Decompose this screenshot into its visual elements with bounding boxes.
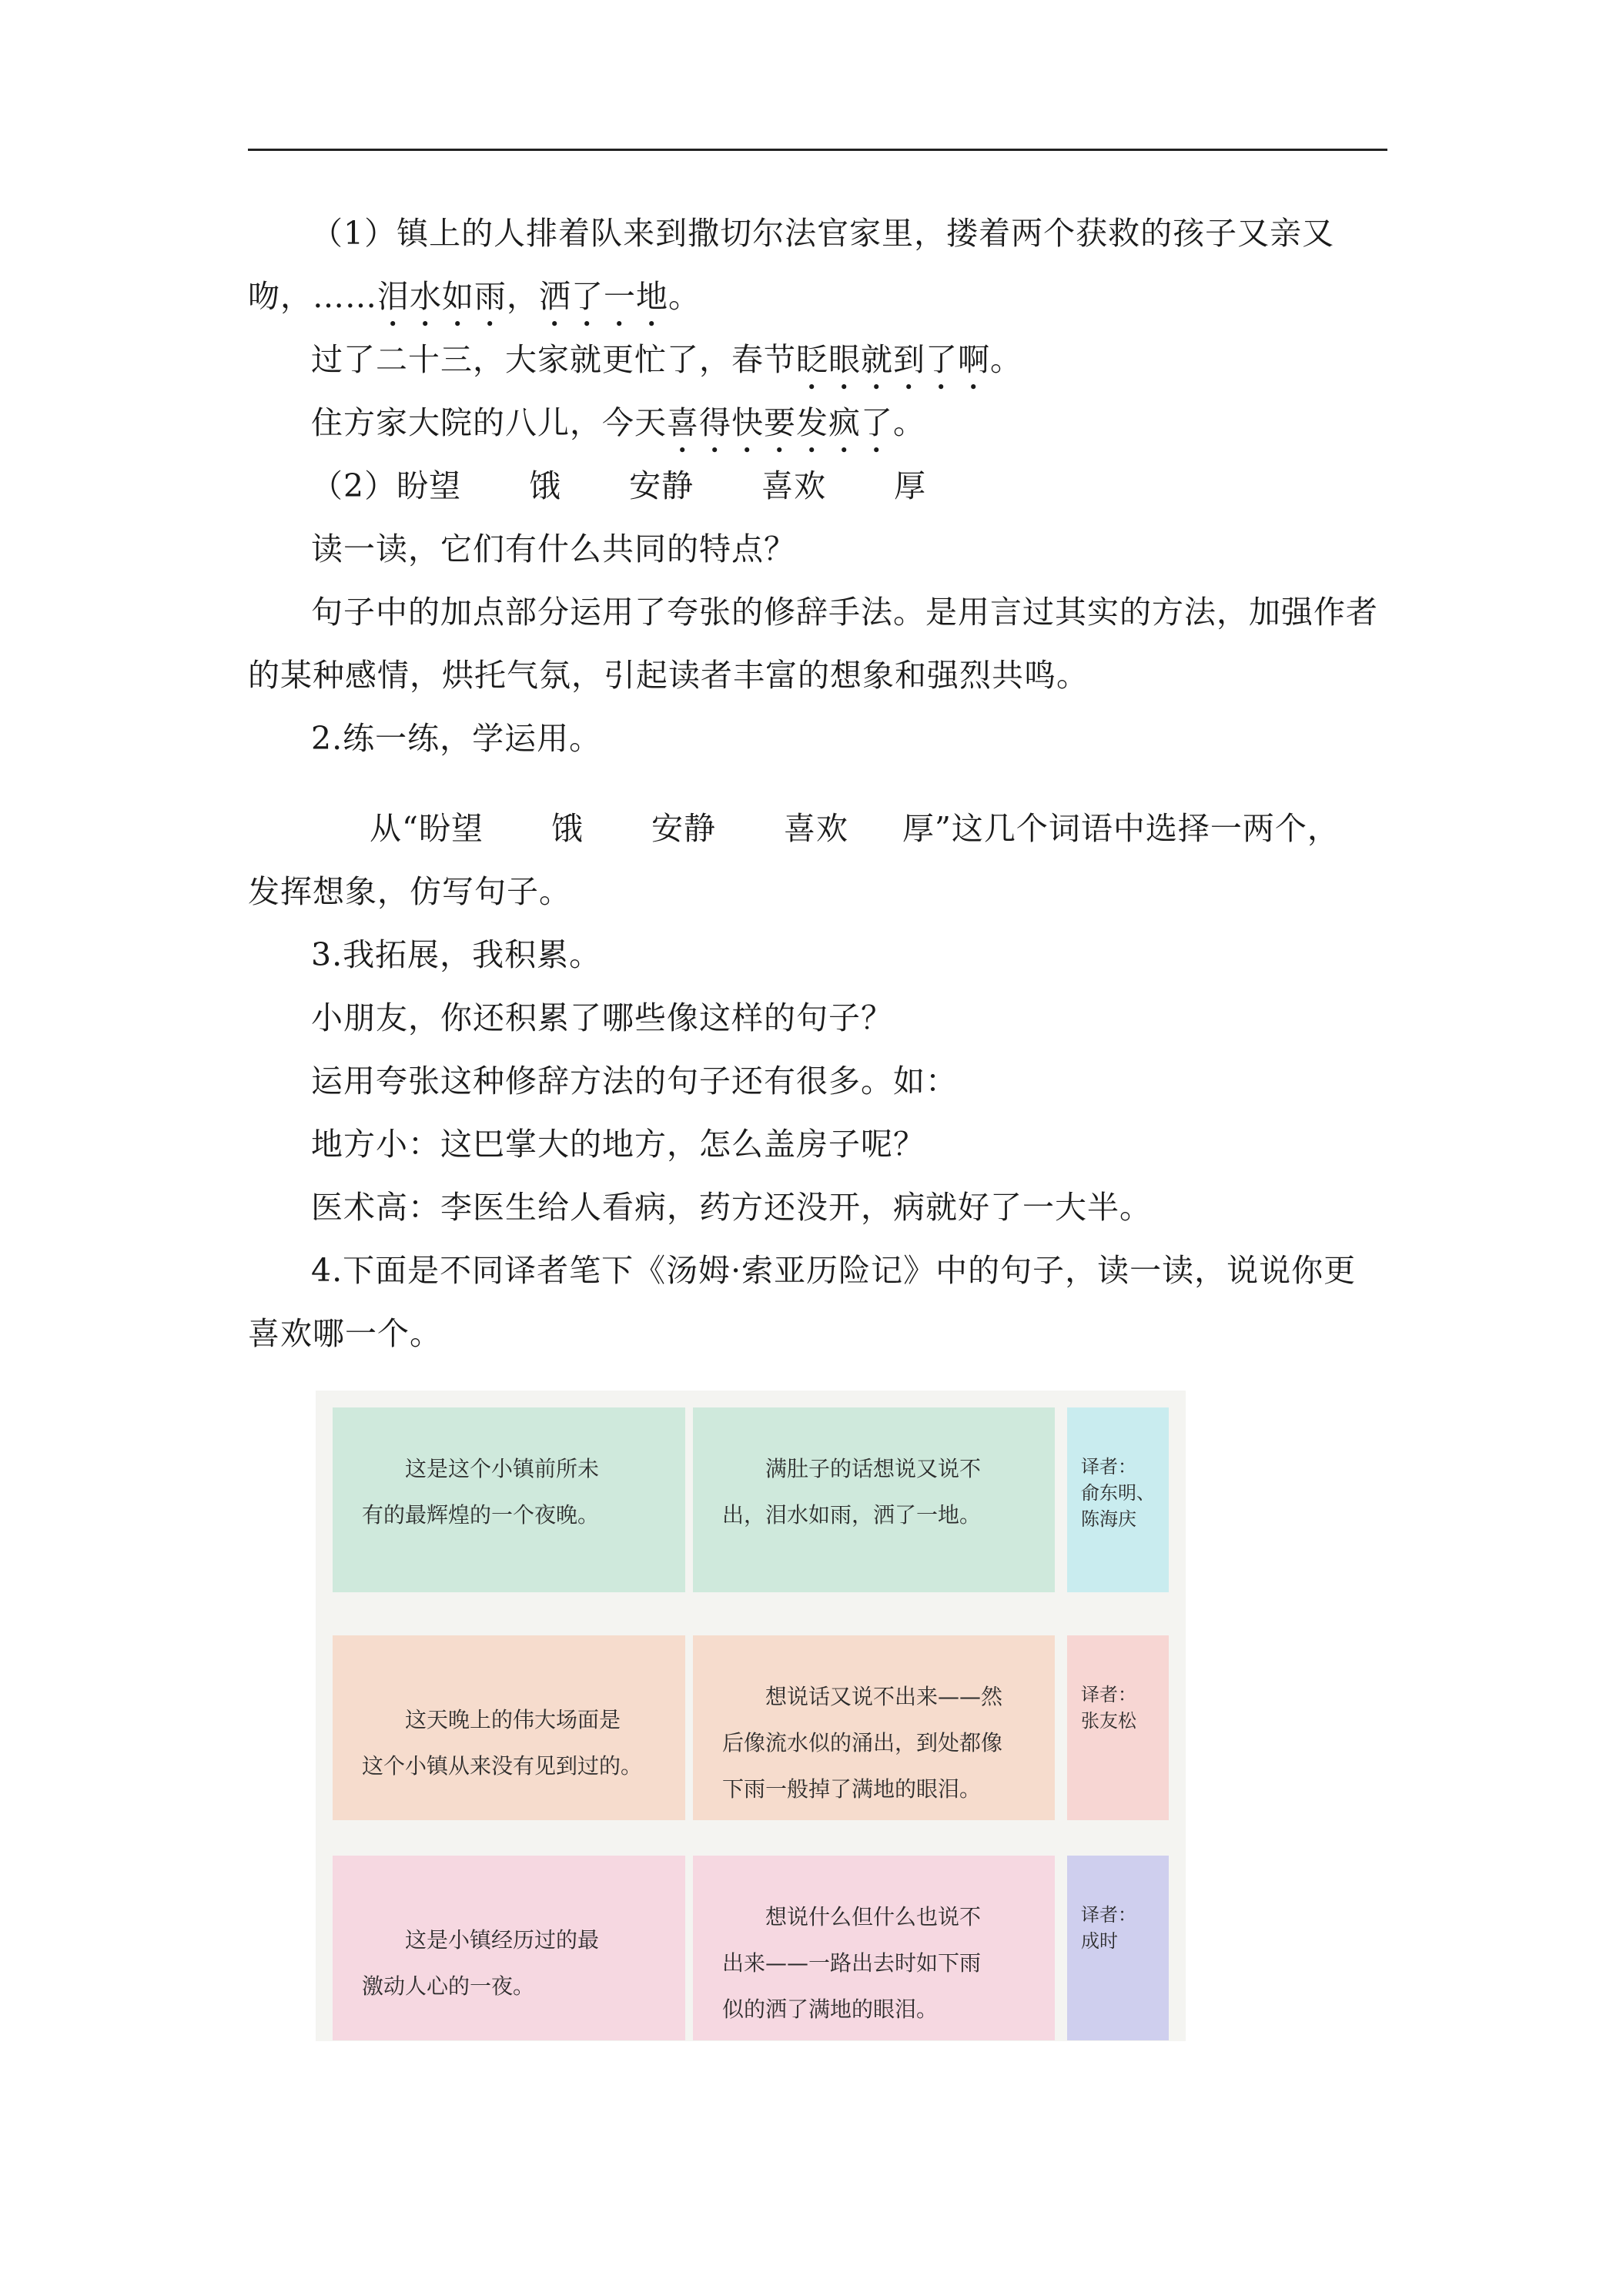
- translator-label: 译者： 成时: [1067, 1856, 1169, 2040]
- paragraph-4: [311, 454, 1451, 517]
- word: 饿: [550, 810, 584, 847]
- translation-card-left: 这天晚上的伟大场面是 这个小镇从来没有见到过的。: [333, 1635, 685, 1820]
- word: 饿: [529, 467, 562, 504]
- word: 安静: [651, 810, 716, 847]
- translation-comparison-figure: [316, 1391, 1186, 2041]
- paragraph-1b: [248, 265, 1387, 333]
- word: 盼望: [397, 467, 462, 504]
- text: 从“盼望: [370, 810, 484, 847]
- translation-card-right: 想说话又说不出来——然 后像流水似的涌出，到处都像 下雨一般掉了满地的眼泪。: [693, 1635, 1055, 1820]
- paragraph-14a: 4.下面是不同译者笔下《汤姆·索亚历险记》中的句子，读一读，说说你更: [311, 1252, 1357, 1289]
- word: 喜欢: [783, 810, 848, 847]
- paragraph-2: [248, 328, 1387, 397]
- translation-card-right: 满肚子的话想说又说不 出，泪水如雨，洒了一地。: [693, 1407, 1055, 1592]
- figure-row-1: [316, 1407, 1186, 1592]
- paragraph-6a: 句子中的加点部分运用了夸张的修辞手法。是用言过其实的方法，加强作者: [311, 594, 1378, 631]
- text: 厚”这几个词语中选择一两个，: [902, 810, 1340, 847]
- translation-card-right: 想说什么但什么也说不 出来——一路出去时如下雨 似的洒了满地的眼泪。: [693, 1856, 1055, 2040]
- emphasized-text: 泪水如雨，洒了一地: [377, 278, 668, 315]
- text: 。: [990, 341, 1022, 378]
- translation-card-left: 这是这个小镇前所未 有的最辉煌的一个夜晚。: [333, 1407, 685, 1592]
- paragraph-6b: 的某种感情，烘托气氛，引起读者丰富的想象和强烈共鸣。: [248, 657, 1089, 694]
- emphasized-text: 喜得快要发疯了: [667, 404, 893, 441]
- paragraph-11: 运用夸张这种修辞方法的句子还有很多。如：: [311, 1063, 958, 1099]
- paragraph-8b: 发挥想象，仿写句子。: [248, 873, 571, 910]
- paragraph-10: 小朋友，你还积累了哪些像这样的句子？: [311, 999, 893, 1036]
- paragraph-8a: [370, 797, 1509, 860]
- text: 。: [893, 404, 925, 441]
- word: 喜欢: [761, 467, 827, 504]
- header-rule: [248, 149, 1387, 151]
- figure-row-2: [316, 1635, 1186, 1820]
- paragraph-12: 地方小：这巴掌大的地方，怎么盖房子呢？: [311, 1126, 925, 1163]
- emphasized-text: 眨眼就到了啊: [796, 341, 990, 378]
- item-number: （1）: [311, 215, 397, 252]
- item-number: （2）: [311, 467, 397, 504]
- paragraph-1a: [248, 202, 1387, 265]
- translator-label: 译者： 张友松: [1067, 1635, 1169, 1820]
- paragraph-9: 3.我拓展，我积累。: [311, 936, 602, 973]
- translator-label: 译者： 俞东明、 陈海庆: [1067, 1407, 1169, 1592]
- text: 镇上的人排着队来到撒切尔法官家里，搂着两个获救的孩子又亲又: [397, 215, 1335, 252]
- paragraph-14b: 喜欢哪一个。: [248, 1315, 442, 1352]
- paragraph-7: 2.练一练，学运用。: [311, 720, 602, 757]
- word: 厚: [894, 467, 927, 504]
- paragraph-5: 读一读，它们有什么共同的特点？: [311, 530, 796, 567]
- figure-row-3: [316, 1856, 1186, 2040]
- translation-card-left: 这是小镇经历过的最 激动人心的一夜。: [333, 1856, 685, 2040]
- text: 过了二十三，大家就更忙了，春节: [311, 341, 796, 378]
- text: 吻，……: [248, 278, 377, 315]
- word: 安静: [629, 467, 694, 504]
- text: 。: [668, 278, 701, 315]
- text: 住方家大院的八儿，今天: [311, 404, 667, 441]
- paragraph-3: [248, 391, 1387, 460]
- paragraph-13: 医术高：李医生给人看病，药方还没开，病就好了一大半。: [311, 1189, 1152, 1226]
